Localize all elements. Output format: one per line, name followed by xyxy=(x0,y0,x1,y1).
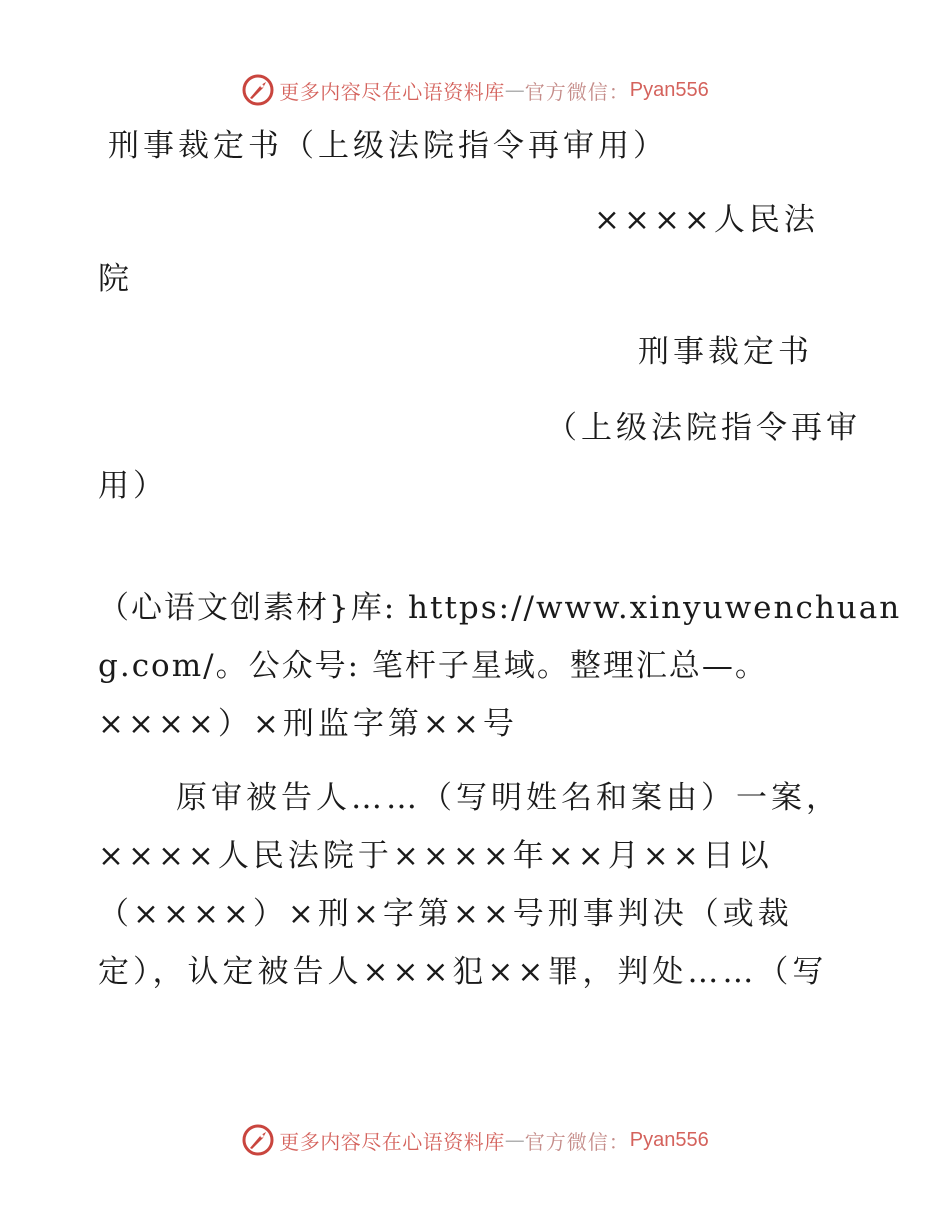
banner-text: 更多内容尽在心语资料库 xyxy=(279,79,505,104)
body-paragraph-line: 原审被告人……（写明姓名和案由）一案， xyxy=(176,780,841,816)
court-name-line1: ××××人民法 xyxy=(594,202,819,238)
subtitle-line2: 用） xyxy=(98,468,168,504)
banner-wechat-label: 官方微信： xyxy=(524,79,630,104)
footer-watermark-banner xyxy=(0,1120,950,1160)
court-name-line2: 院 xyxy=(98,261,133,297)
pen-nib-logo-icon xyxy=(241,1123,275,1157)
banner-wechat-label: 官方微信： xyxy=(524,1129,630,1154)
source-note-line1: （心语文创素材}库: https://www.xinyuwenchuan xyxy=(98,590,902,626)
pen-nib-logo-icon xyxy=(241,73,275,107)
banner-separator: — xyxy=(504,1128,525,1152)
source-note-line2: g.com/。公众号: 笔杆子星域。整理汇总—。 xyxy=(98,648,768,684)
header-watermark-banner xyxy=(0,70,950,110)
body-paragraph-line: （××××）×刑×字第××号刑事判决（或裁 xyxy=(98,896,793,932)
banner-wechat-id: Pyan556 xyxy=(629,1128,709,1151)
document-title: 刑事裁定书 xyxy=(638,334,813,370)
banner-separator: — xyxy=(504,78,525,102)
banner-wechat-id: Pyan556 xyxy=(629,78,709,101)
subtitle-line1: （上级法院指令再审 xyxy=(546,410,861,446)
body-paragraph-line: 定），认定被告人×××犯××罪，判处……（写 xyxy=(98,954,828,990)
case-number: ××××）×刑监字第××号 xyxy=(98,706,518,742)
banner-text: 更多内容尽在心语资料库 xyxy=(279,1129,505,1154)
body-paragraph-line: ××××人民法院于××××年××月××日以 xyxy=(98,838,773,874)
document-heading: 刑事裁定书（上级法院指令再审用） xyxy=(108,128,668,164)
